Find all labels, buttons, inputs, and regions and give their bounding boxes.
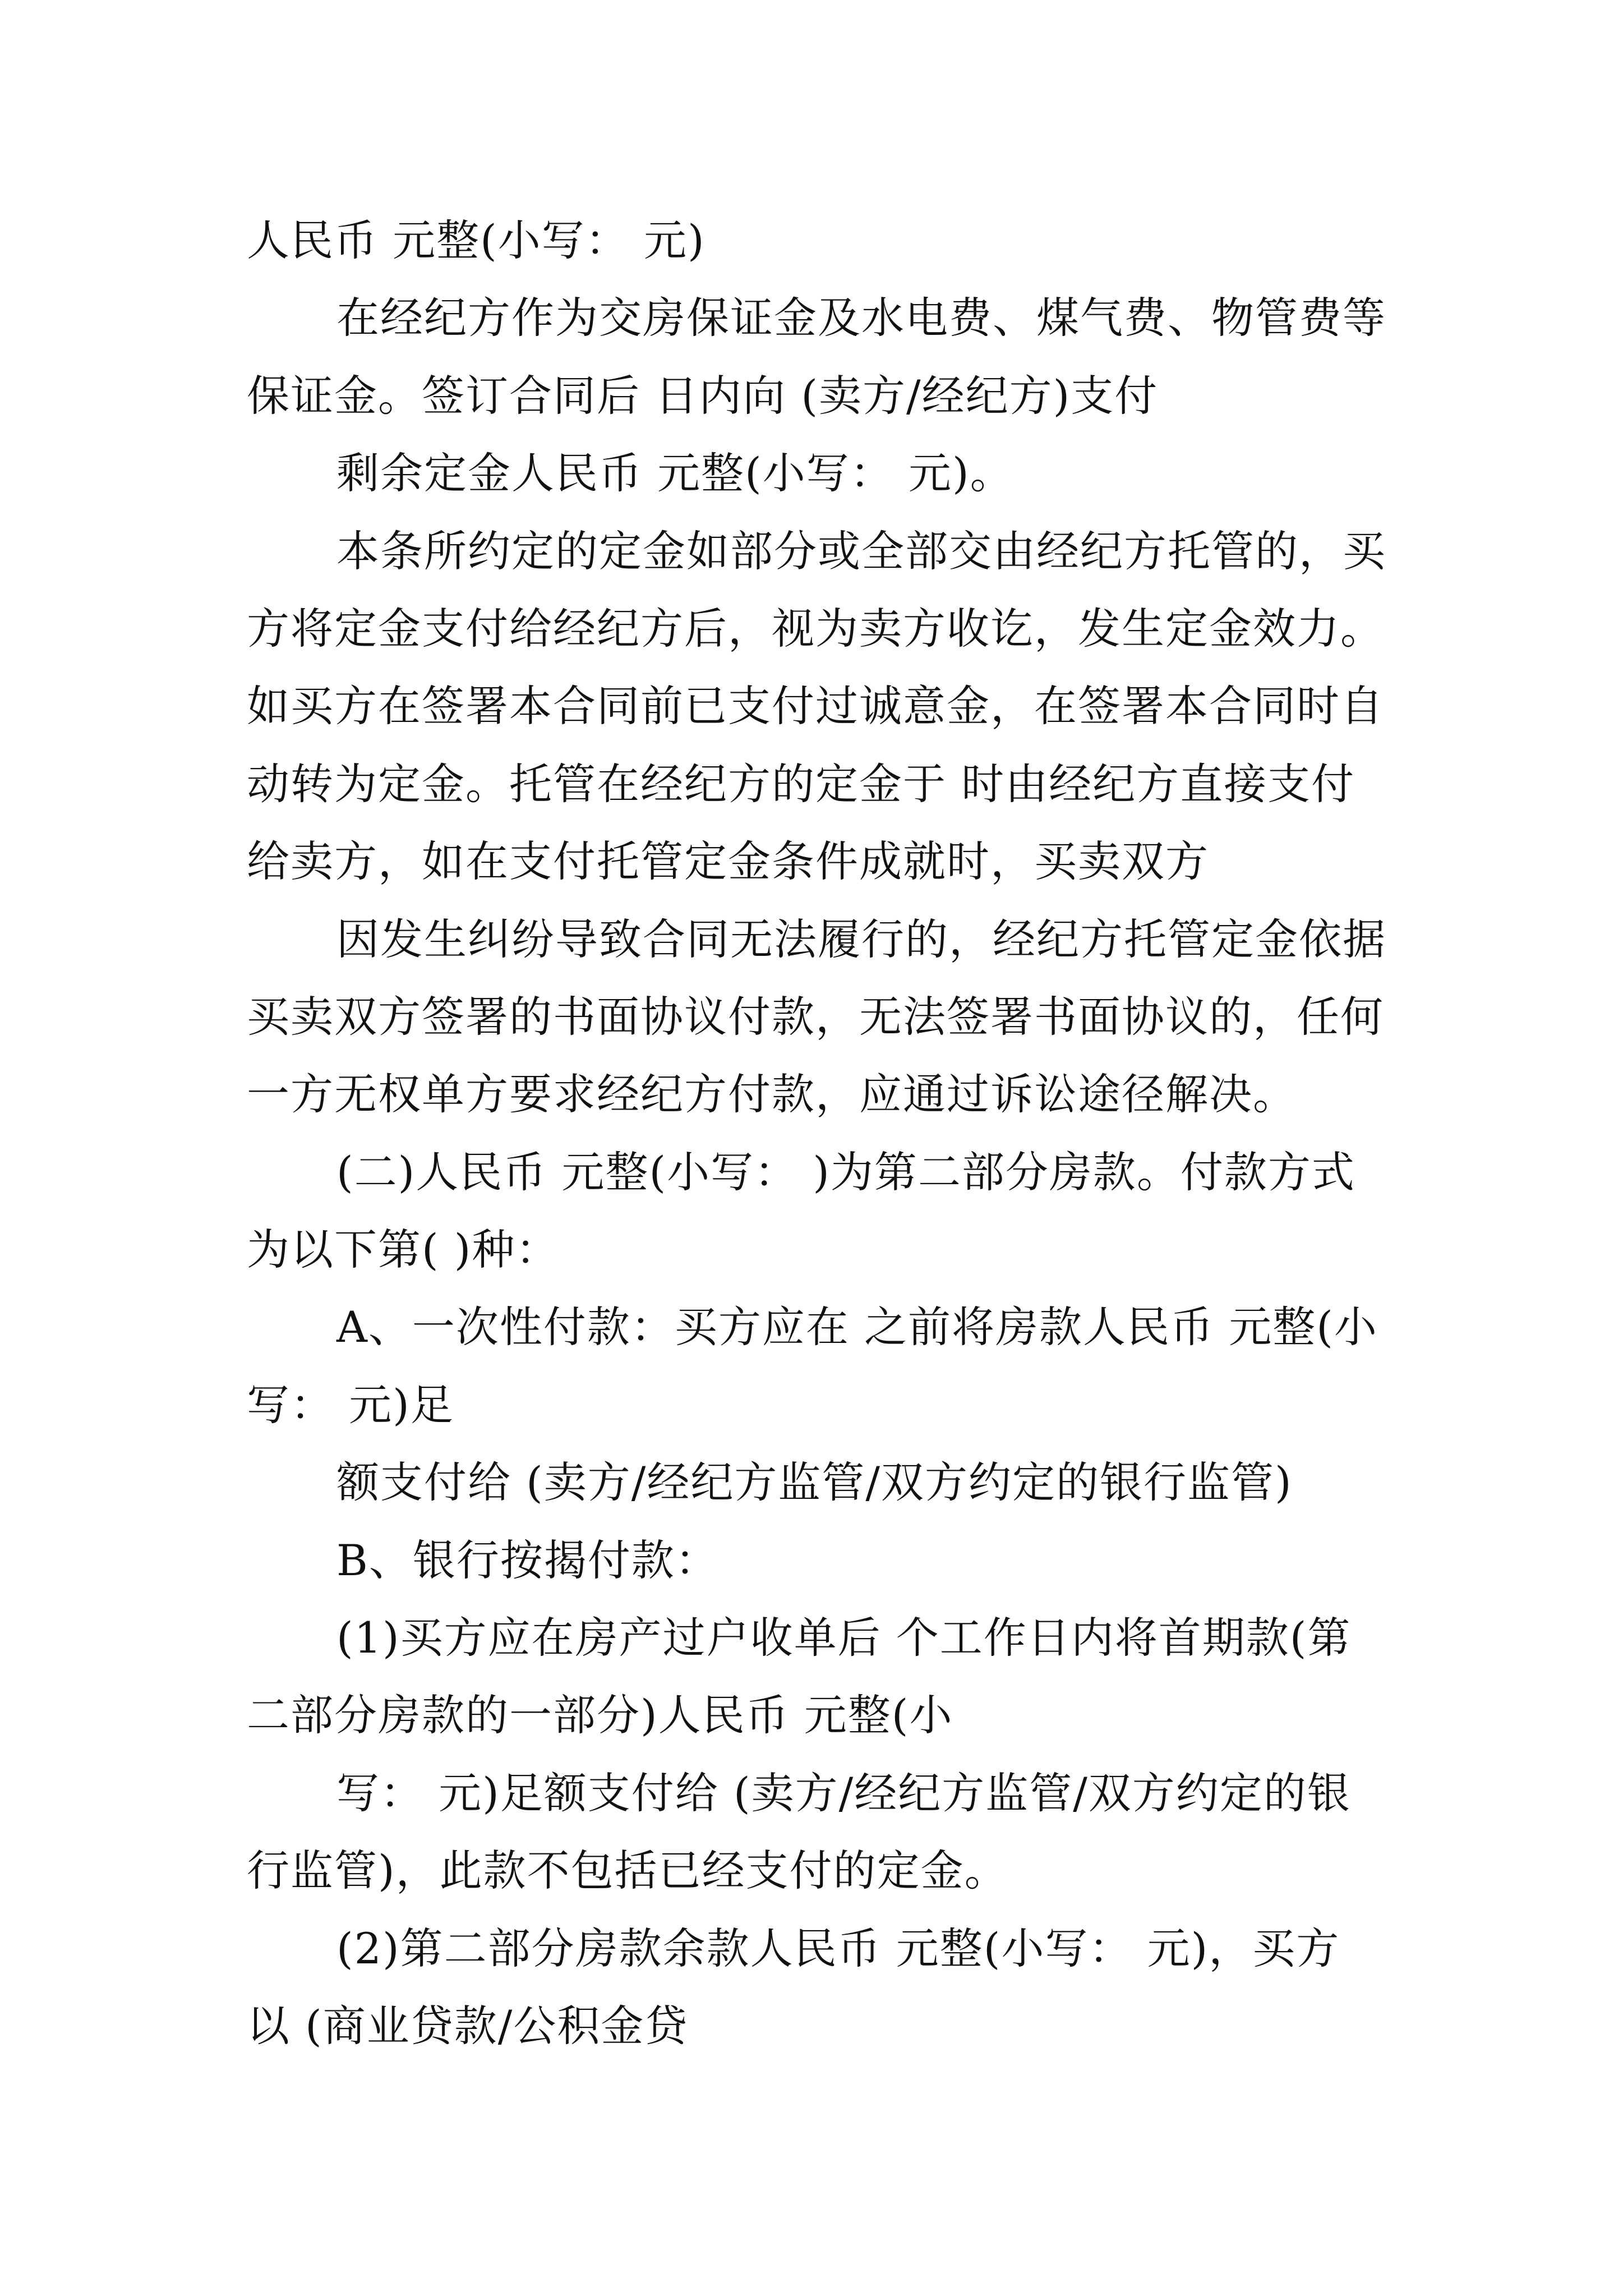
text-line: 人民币 元整(小写： 元) bbox=[247, 215, 706, 265]
text-line: 本条所约定的定金如部分或全部交由经纪方托管的，买 bbox=[336, 526, 1386, 576]
text-line: 买卖双方签署的书面协议付款，无法签署书面协议的，任何 bbox=[247, 991, 1384, 1042]
text-line: 二部分房款的一部分)人民币 元整(小 bbox=[247, 1690, 953, 1741]
text-line: (二)人民币 元整(小写： )为第二部分房款。付款方式 bbox=[336, 1147, 1355, 1197]
text-line: 写： 元)足额支付给 (卖方/经纪方监管/双方约定的银 bbox=[336, 1768, 1351, 1818]
text-line: 在经纪方作为交房保证金及水电费、煤气费、物管费等 bbox=[336, 293, 1386, 343]
text-line: 因发生纠纷导致合同无法履行的，经纪方托管定金依据 bbox=[336, 914, 1386, 964]
text-line: 剩余定金人民币 元整(小写： 元)。 bbox=[336, 448, 1014, 499]
text-line: 额支付给 (卖方/经纪方监管/双方约定的银行监管) bbox=[336, 1457, 1293, 1508]
text-line: 动转为定金。托管在经纪方的定金于 时由经纪方直接支付 bbox=[247, 758, 1355, 809]
text-line: (1)买方应在房产过户收单后 个工作日内将首期款(第 bbox=[336, 1613, 1352, 1663]
text-line: 行监管)，此款不包括已经支付的定金。 bbox=[247, 1846, 1008, 1896]
text-line: A、一次性付款：买方应在 之前将房款人民币 元整(小 bbox=[336, 1302, 1378, 1352]
text-line: 保证金。签订合同后 日内向 (卖方/经纪方)支付 bbox=[247, 370, 1159, 421]
document-body bbox=[247, 202, 1391, 2065]
text-line: 写： 元)足 bbox=[247, 1379, 454, 1430]
text-line: 以 (商业贷款/公积金贷 bbox=[247, 2000, 689, 2051]
text-line: 方将定金支付给经纪方后，视为卖方收讫，发生定金效力。 bbox=[247, 603, 1384, 654]
text-line: 给卖方，如在支付托管定金条件成就时，买卖双方 bbox=[247, 836, 1209, 887]
text-line: 为以下第( )种： bbox=[247, 1225, 560, 1275]
text-line: (2)第二部分房款余款人民币 元整(小写： 元)，买方 bbox=[336, 1923, 1340, 1973]
text-line: B、银行按揭付款： bbox=[336, 1535, 719, 1585]
text-line: 如买方在签署本合同前已支付过诚意金，在签署本合同时自 bbox=[247, 681, 1384, 731]
text-line: 一方无权单方要求经纪方付款，应通过诉讼途径解决。 bbox=[247, 1069, 1297, 1120]
